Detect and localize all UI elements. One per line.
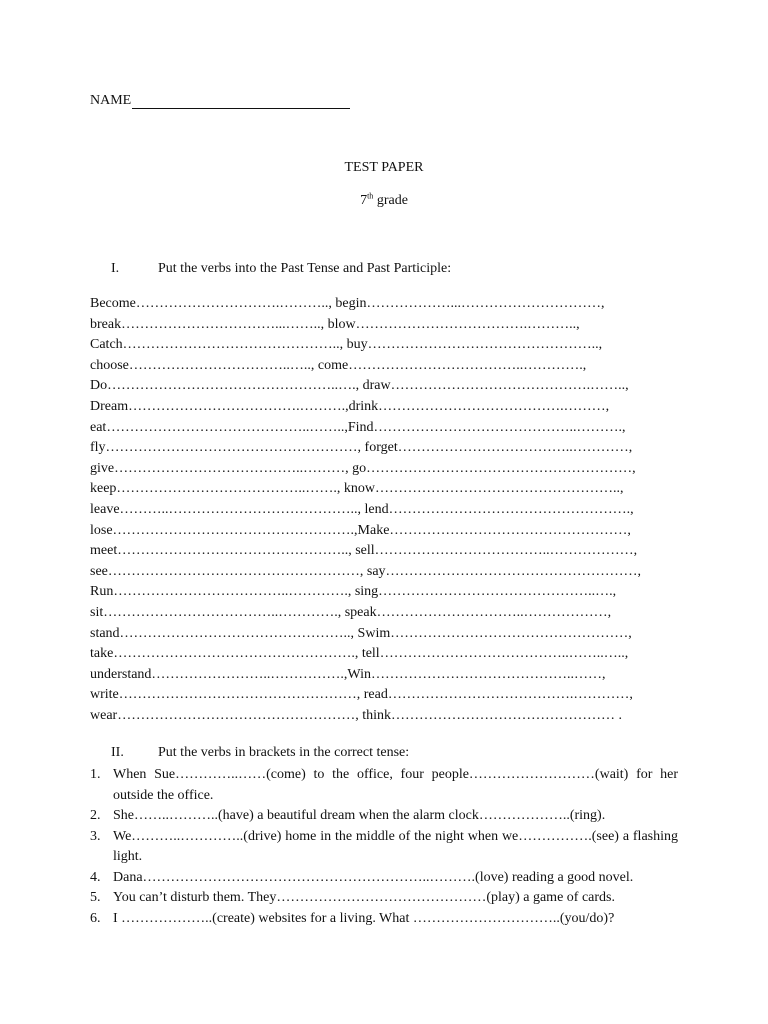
verb-row[interactable]: fly………………………………………………, forget………………………………..…………, [90,440,633,456]
exercise-item[interactable] [90,827,678,868]
verb-row[interactable]: take……………………………………………., tell…………………………………..……..….., [90,646,629,662]
exercise-text: When Sue…………..……(come) to the office, four people………………………(wait) for her outside the office. [113,767,678,803]
verb-row[interactable]: Do…………………………………………..…., draw…………………………………….…….., [90,378,629,394]
exercise-text: We………..…………..(drive) home in the middle of the night when we…………….(see) a flashing light. [113,828,678,864]
exercise-text: She……..………..(have) a beautiful dream when the alarm clock………………..(ring). [113,808,606,823]
verb-row[interactable]: Dream……………………………….……….,drink………………………………….………, [90,398,610,414]
section-1-instruction: Put the verbs into the Past Tense and Past Participle: [158,261,452,276]
exercise-item[interactable] [90,765,678,806]
grade-line [0,193,768,209]
exercise-number: 4. [90,869,101,885]
exercise-number: 5. [90,890,101,905]
exercise-item[interactable] [90,868,678,889]
section-2-heading [111,745,409,761]
exercise-list [90,765,678,929]
verb-row[interactable]: break……………………………...…….., blow……………………………….……….., [90,316,580,332]
verb-row[interactable]: wear……………………………………………, think………………………………………… . [90,707,622,723]
section-2-instruction: Put the verbs in brackets in the correct tense: [158,745,410,760]
verb-row[interactable]: lose…………………………………………….,Make……………………………………………, [90,522,631,538]
page-title: TEST PAPER [344,160,424,175]
exercise-text: I ………………..(create) websites for a living. What …………………………..(you/do)? [113,910,615,926]
grade-suffix: th [367,191,374,201]
verb-row[interactable]: leave………..………………………………….., lend……………………………………………., [90,501,634,517]
verb-row[interactable]: Catch……………………………………….., buy………………………………………….., [90,337,603,353]
exercise-number: 6. [90,910,101,926]
verb-row[interactable]: write……………………………………………, read………………………………….…………, [90,687,633,703]
grade-number: 7 [360,193,368,208]
section-2-numeral: II. [111,745,124,760]
exercise-item[interactable] [90,888,678,909]
verb-row[interactable]: Become………………………….……….., begin………………...…………………………, [90,296,605,311]
verb-row[interactable]: Run………………………………..…………., sing………………………………………..…., [90,584,617,600]
exercise-number: 3. [90,828,101,844]
exercise-number: 1. [90,767,101,782]
verb-row[interactable]: stand………………………………………….., Swim……………………………………………, [90,625,632,641]
name-blank-line[interactable] [132,94,350,109]
grade-word: grade [373,193,408,208]
verb-row[interactable]: understand……………………..…………….,Win……………………………………..……, [90,666,606,682]
exercise-item[interactable] [90,806,678,827]
verb-row[interactable]: give…………………………………..………, go…………………………………………………, [90,460,636,476]
exercise-text: You can’t disturb them. They………………………………………(play) a game of cards. [113,890,615,905]
verb-row[interactable]: keep…………………………………..……., know…………………………………………….., [90,481,624,497]
name-label: NAME [90,93,132,108]
name-field[interactable] [90,93,350,109]
exercise-number: 2. [90,808,101,823]
verb-row[interactable]: meet………………………………………….., sell………………………………..………………, [90,543,638,559]
verb-row[interactable]: see………………………………………………, say………………………………………………, [90,563,642,579]
exercise-item[interactable] [90,909,678,930]
exercise-text: Dana……………………………………………………..……….(love) reading a good novel. [113,869,634,885]
verb-row[interactable]: choose……………………………..….., come………………………………..…………., [90,357,587,373]
section-1-heading [111,261,451,277]
section-1-numeral: I. [111,261,120,276]
verb-list [90,294,680,726]
verb-row[interactable]: sit………………………………..…………., speak…………………………..………………, [90,604,612,620]
verb-row[interactable]: eat……………………………………..……..,Find……………………………………..………., [90,419,626,435]
